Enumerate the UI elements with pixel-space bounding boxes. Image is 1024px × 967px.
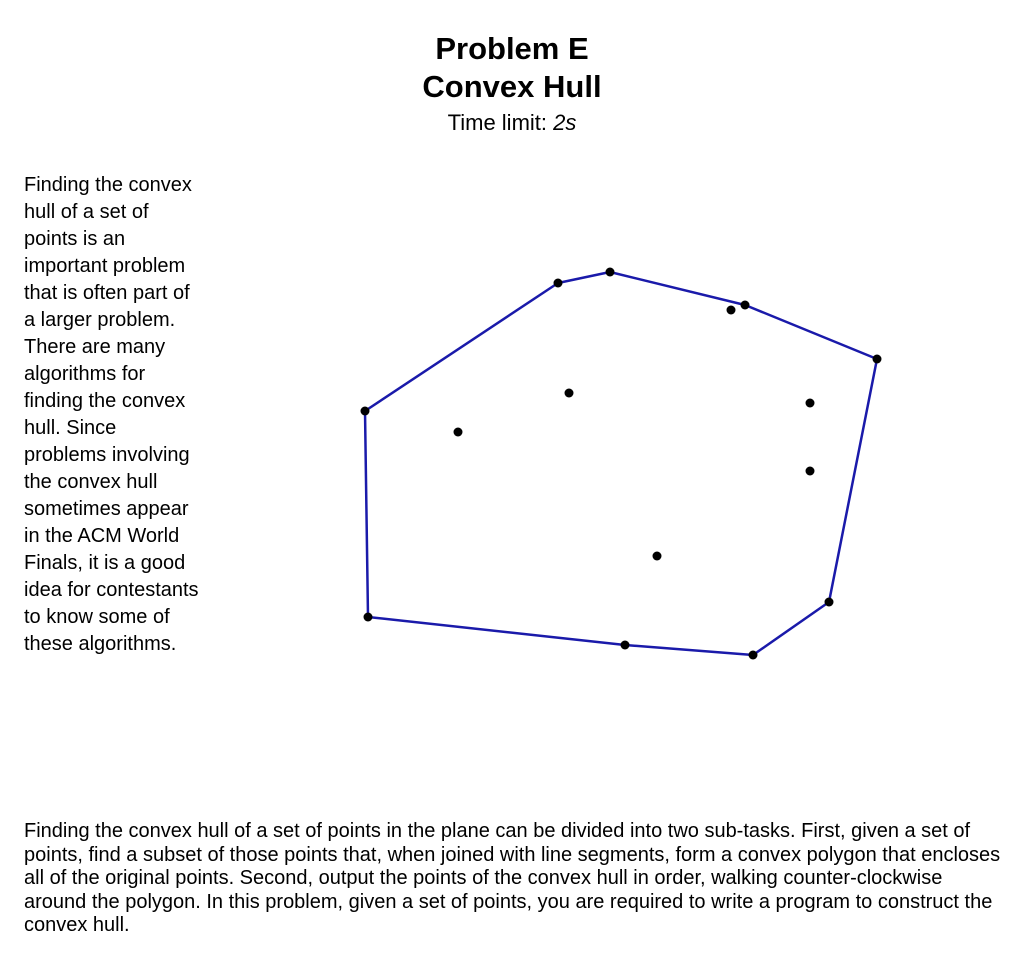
point: [749, 651, 758, 660]
point: [554, 279, 563, 288]
point: [653, 552, 662, 561]
point: [621, 641, 630, 650]
point: [454, 428, 463, 437]
problem-header: [0, 30, 1024, 138]
task-paragraph: Finding the convex hull of a set of points in the plane can be divided into two sub-tasks. First, given a set of points, find a subset of those points that, when joined with line segments, form a convex polygon that encloses all of the original points. Second, output the points of the convex hull in order, walking counter-clockwise around the polygon. In this problem, given a set of points, you are required to write a program to construct the convex hull.: [24, 820, 1001, 936]
point: [825, 598, 834, 607]
point: [873, 355, 882, 364]
problem-label: Problem E: [435, 31, 589, 66]
problem-name: Convex Hull: [422, 69, 602, 104]
point: [606, 268, 615, 277]
point: [565, 389, 574, 398]
intro-paragraph: Finding the convex hull of a set of points is an important problem that is often part of a larger problem. There are many algorithms for finding the convex hull. Since problems involving the convex hull sometimes appear in the ACM World Finals, it is a good idea for contestants to know some of these algorithms.: [24, 174, 199, 655]
time-limit-value: 2s: [553, 110, 577, 135]
time-limit-label: Time limit:: [447, 110, 548, 135]
point: [364, 613, 373, 622]
time-limit: [0, 108, 1024, 138]
point: [361, 407, 370, 416]
point: [806, 399, 815, 408]
point: [806, 467, 815, 476]
point: [727, 306, 736, 315]
point-set: [361, 268, 882, 660]
convex-hull-polygon: [365, 272, 877, 655]
point: [741, 301, 750, 310]
